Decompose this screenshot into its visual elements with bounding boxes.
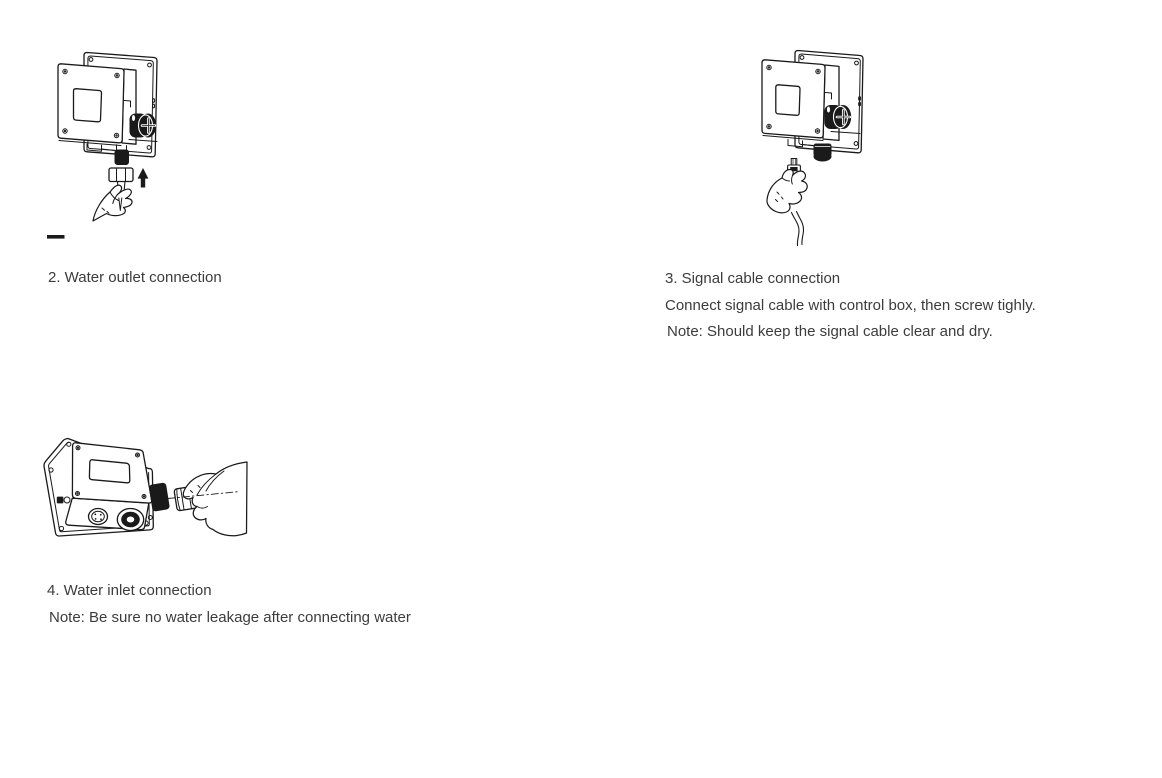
water-inlet-figure-svg [40, 430, 250, 550]
water-outlet-caption: 2. Water outlet connection [48, 269, 222, 286]
signal-cable-figure-svg [755, 42, 870, 247]
signal-cable-body: Connect signal cable with control box, then screw tighly. [665, 296, 1036, 314]
hand [183, 462, 247, 536]
water-inlet-text [47, 578, 411, 631]
water-inlet-figure [40, 430, 250, 550]
signal-cable [792, 212, 804, 246]
water-inlet-caption: 4. Water inlet connection [47, 582, 212, 599]
signal-cable-figure [755, 42, 870, 247]
hand [767, 170, 807, 213]
signal-cable-text [665, 266, 1036, 346]
hand [93, 185, 132, 221]
water-inlet-note: Note: Be sure no water leakage after connecting water [49, 608, 411, 626]
signal-cable-note: Note: Should keep the signal cable clear and dry. [667, 323, 993, 340]
water-outlet-figure [45, 40, 165, 240]
ring-connector [117, 509, 143, 531]
knob [825, 105, 852, 129]
signal-socket [814, 144, 832, 162]
signal-cable-caption: 3. Signal cable connection [665, 270, 841, 287]
up-arrow-icon [138, 168, 149, 188]
water-outlet-figure-svg [45, 40, 165, 240]
knob [130, 114, 157, 138]
stray-mark [47, 235, 65, 239]
